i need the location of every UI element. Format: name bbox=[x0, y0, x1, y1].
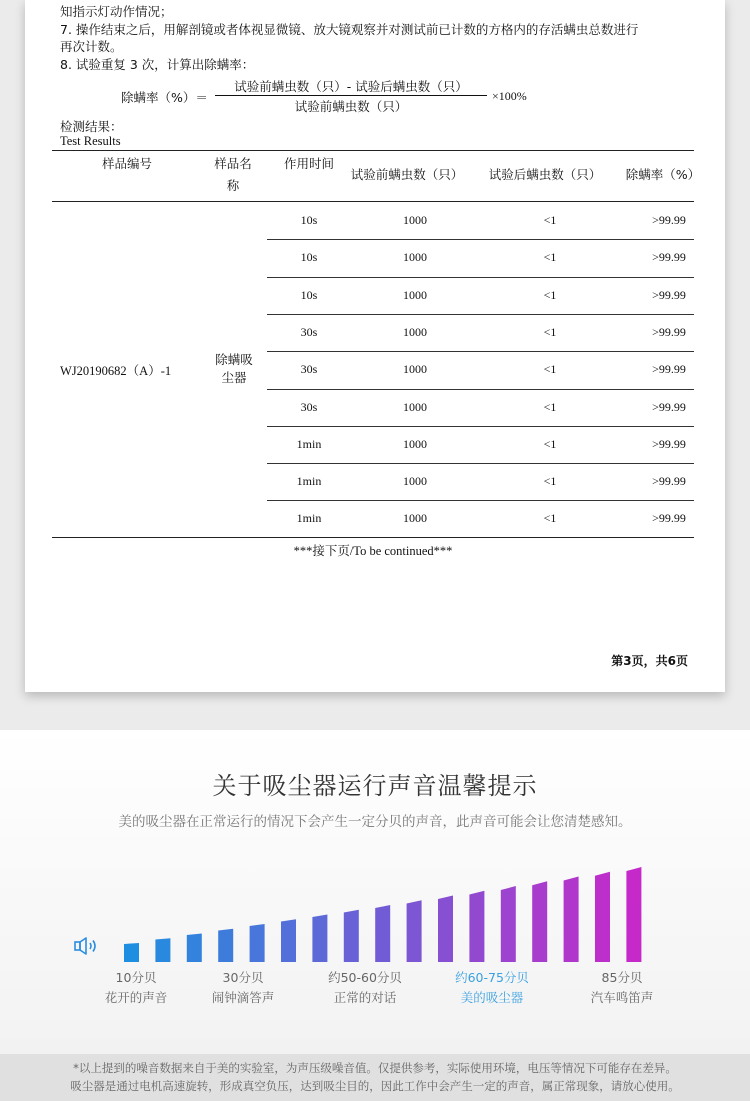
sound-level-desc: 闹钟滴答声 bbox=[211, 990, 275, 1005]
cell-before: 1000 bbox=[403, 287, 427, 302]
volume-bar bbox=[375, 905, 390, 962]
sample-id-cell: WJ20190682（A）-1 bbox=[60, 364, 172, 378]
cell-time: 10s bbox=[300, 213, 318, 227]
cell-after: <1 bbox=[543, 511, 557, 526]
footnote bbox=[0, 1054, 750, 1101]
formula-denominator: 试验前螨虫数（只） bbox=[294, 99, 408, 114]
sound-notice-banner bbox=[0, 730, 750, 1054]
cell-before: 1000 bbox=[403, 399, 427, 414]
cell-after: <1 bbox=[543, 324, 557, 339]
cell-before: 1000 bbox=[403, 511, 427, 526]
formula-numerator: 试验前螨虫数（只）- 试验后螨虫数（只） bbox=[234, 79, 468, 94]
cell-time: 1min bbox=[296, 436, 322, 451]
volume-bar bbox=[281, 919, 296, 962]
report-page bbox=[25, 0, 725, 692]
header-after: 试验后螨虫数（只） bbox=[488, 167, 602, 182]
sound-level bbox=[567, 968, 677, 1008]
volume-bar bbox=[344, 910, 359, 962]
volume-bar bbox=[438, 896, 453, 963]
cell-after: <1 bbox=[543, 213, 557, 227]
cell-rate: >99.99 bbox=[652, 474, 686, 489]
header-sample-name: 样品名称 bbox=[214, 156, 252, 193]
sound-level-db: 85分贝 bbox=[601, 970, 643, 985]
sample-name-cell: 除螨吸尘器 bbox=[215, 352, 253, 385]
header-sample-id: 样品编号 bbox=[101, 156, 152, 171]
sound-level-desc: 正常的对话 bbox=[333, 990, 397, 1005]
sound-level-desc: 汽车鸣笛声 bbox=[590, 990, 654, 1005]
cell-after: <1 bbox=[543, 362, 557, 377]
cell-before: 1000 bbox=[403, 250, 427, 265]
cell-before: 1000 bbox=[403, 362, 427, 377]
cell-time: 1min bbox=[296, 511, 322, 526]
volume-bar bbox=[564, 877, 579, 963]
cell-after: <1 bbox=[543, 399, 557, 414]
sound-level bbox=[437, 968, 547, 1008]
sound-level-desc: 美的吸尘器 bbox=[460, 990, 524, 1005]
sound-level bbox=[81, 968, 191, 1008]
volume-bar bbox=[532, 881, 547, 962]
cell-rate: >99.99 bbox=[652, 324, 686, 339]
continued-note: ***接下页/To be continued*** bbox=[293, 544, 453, 558]
cell-before: 1000 bbox=[403, 474, 427, 489]
table-top-rule bbox=[52, 150, 694, 151]
cell-after: <1 bbox=[543, 436, 557, 451]
banner-title: 关于吸尘器运行声音温馨提示 bbox=[212, 772, 538, 800]
sound-level-desc: 花开的声音 bbox=[104, 990, 168, 1005]
volume-bar bbox=[155, 938, 170, 962]
formula-lhs: 除螨率（%）＝ bbox=[121, 90, 208, 105]
header-time: 作用时间 bbox=[283, 156, 334, 171]
cell-time: 30s bbox=[300, 399, 318, 414]
volume-bar bbox=[626, 867, 641, 962]
formula-multiplier: ×100% bbox=[492, 89, 527, 103]
volume-bar bbox=[407, 900, 422, 962]
volume-bar bbox=[312, 915, 327, 963]
results-label-cn: 检测结果： bbox=[60, 119, 123, 134]
cell-time: 30s bbox=[300, 362, 318, 377]
footnote-line: 吸尘器是通过电机高速旋转，形成真空负压，达到吸尘目的，因此工作中会产生一定的声音，属正常现象，请放心使用。 bbox=[70, 1079, 680, 1093]
sound-level-db: 约60-75分贝 bbox=[455, 970, 529, 985]
cell-time: 1min bbox=[296, 474, 322, 489]
sound-level-db: 10分贝 bbox=[115, 970, 157, 985]
removal-rate-formula bbox=[95, 78, 565, 118]
results-label-en: Test Results bbox=[60, 134, 121, 148]
cell-rate: >99.99 bbox=[652, 436, 686, 451]
procedure-line: 再次计数。 bbox=[60, 39, 123, 54]
procedure-line: 8. 试验重复 3 次，计算出除螨率： bbox=[60, 57, 255, 72]
cell-before: 1000 bbox=[403, 324, 427, 339]
header-before: 试验前螨虫数（只） bbox=[350, 167, 464, 182]
footnote-line: *以上提到的噪音数据来自于美的实验室，为声压级噪音值。仅提供参考，实际使用环境，电压等情况下可能存在差异。 bbox=[73, 1061, 677, 1075]
sound-level bbox=[310, 968, 420, 1008]
fraction-bar bbox=[215, 95, 487, 96]
procedure-line: 知指示灯动作情况； bbox=[60, 4, 173, 19]
banner-subtitle: 美的吸尘器在正常运行的情况下会产生一定分贝的声音，此声音可能会让您清楚感知。 bbox=[118, 814, 632, 830]
cell-rate: >99.99 bbox=[652, 511, 686, 526]
volume-bar bbox=[250, 924, 265, 962]
cell-rate: >99.99 bbox=[652, 287, 686, 302]
cell-after: <1 bbox=[543, 250, 557, 265]
header-rate: 除螨率（%） bbox=[625, 167, 701, 182]
procedure-line: 7. 操作结束之后，用解剖镜或者体视显微镜、放大镜观察并对测试前已计数的方格内的存活螨虫总数进行 bbox=[60, 22, 639, 37]
volume-bar bbox=[595, 872, 610, 962]
cell-before: 1000 bbox=[403, 436, 427, 451]
cell-time: 10s bbox=[300, 287, 318, 302]
cell-rate: >99.99 bbox=[652, 399, 686, 414]
sound-level-db: 约50-60分贝 bbox=[328, 970, 402, 985]
cell-before: 1000 bbox=[403, 213, 427, 227]
cell-rate: >99.99 bbox=[652, 362, 686, 377]
cell-rate: >99.99 bbox=[652, 250, 686, 265]
cell-after: <1 bbox=[543, 474, 557, 489]
volume-bar bbox=[469, 891, 484, 962]
volume-bar bbox=[124, 943, 139, 962]
cell-rate: >99.99 bbox=[652, 213, 686, 227]
cell-time: 10s bbox=[300, 250, 318, 265]
page-number: 第3页，共6页 bbox=[611, 654, 688, 668]
cell-time: 30s bbox=[300, 324, 318, 339]
sound-level bbox=[188, 968, 298, 1008]
table-bottom-rule bbox=[52, 537, 694, 538]
sound-level-db: 30分贝 bbox=[222, 970, 264, 985]
cell-after: <1 bbox=[543, 287, 557, 302]
volume-bar bbox=[218, 929, 233, 962]
volume-bar bbox=[501, 886, 516, 962]
volume-bar bbox=[187, 934, 202, 963]
